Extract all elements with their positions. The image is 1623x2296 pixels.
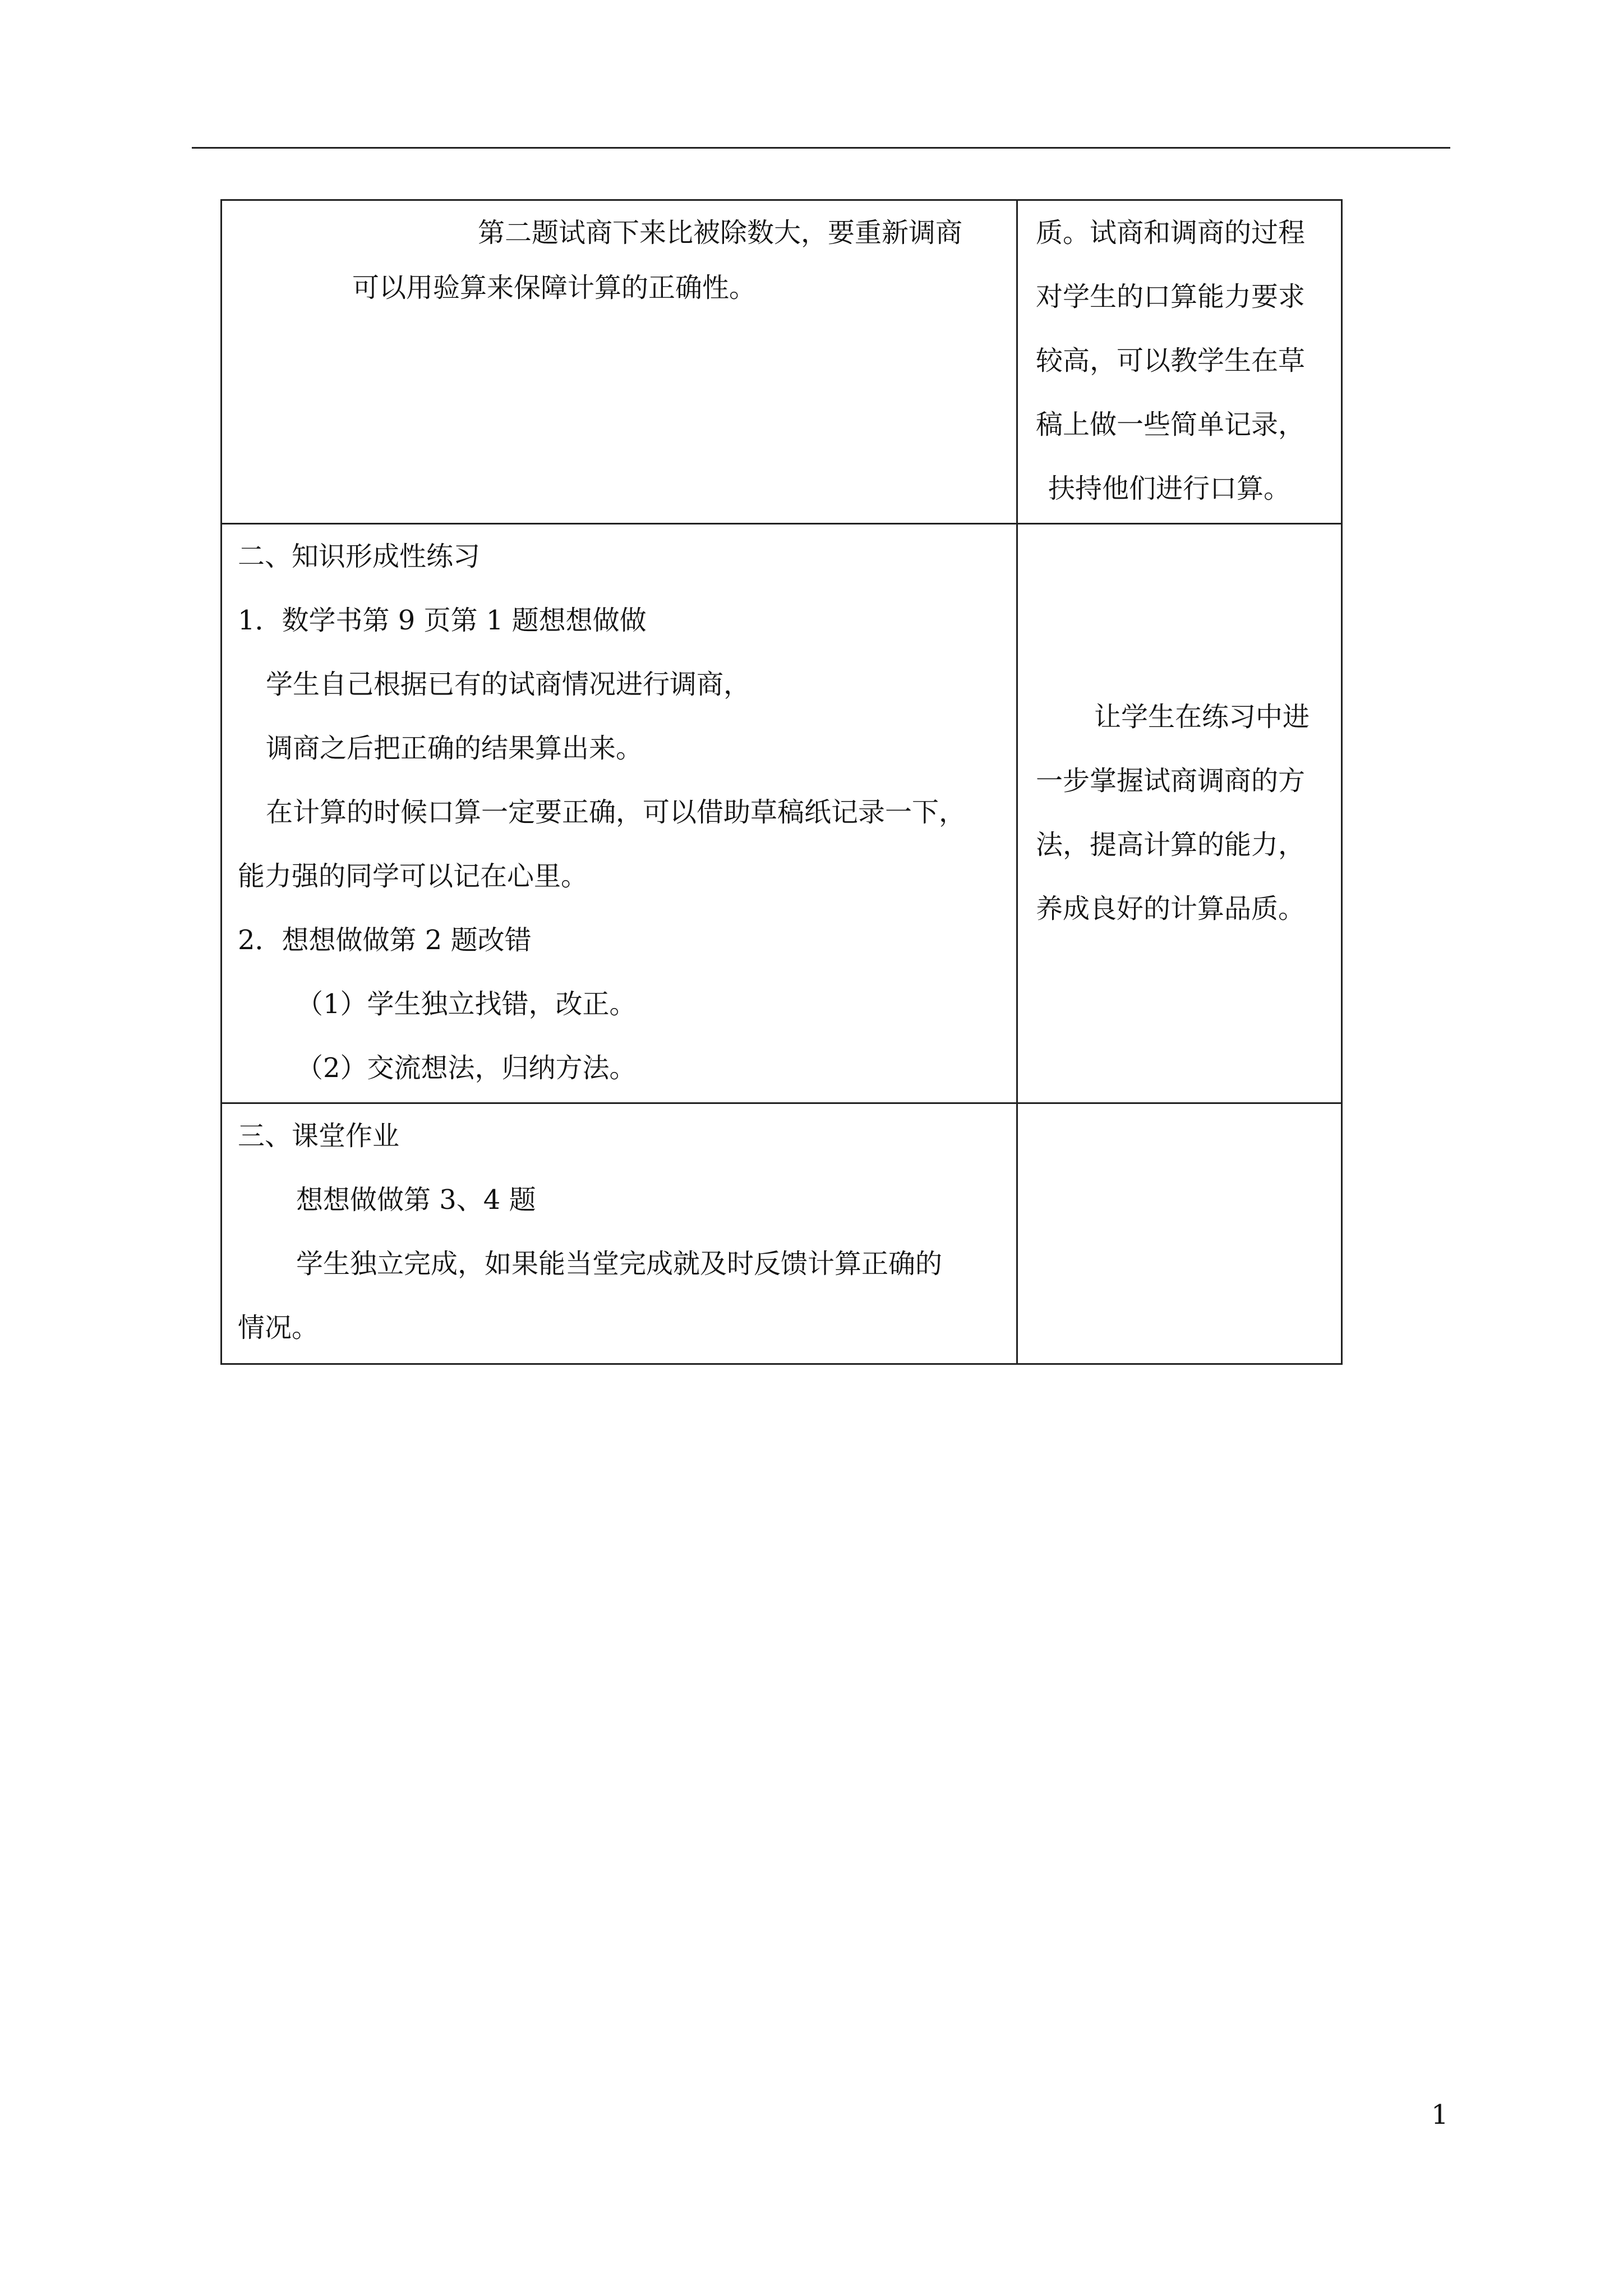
text-line: 一步掌握试商调商的方 bbox=[1036, 765, 1306, 797]
text-line: 让学生在练习中进 bbox=[1094, 701, 1310, 733]
text-line: 在计算的时候口算一定要正确，可以借助草稿纸记录一下， bbox=[266, 797, 966, 828]
text-line: 第二题试商下来比被除数大，要重新调商 bbox=[478, 217, 963, 249]
page-number: 1 bbox=[1431, 2099, 1449, 2131]
table-row bbox=[222, 200, 1342, 524]
design-intent-cell bbox=[1017, 1103, 1342, 1364]
text-line: 养成良好的计算品质。 bbox=[1036, 893, 1306, 924]
text-line: 稿上做一些简单记录， bbox=[1036, 409, 1306, 440]
table-row bbox=[222, 524, 1342, 1103]
text-line: 学生自己根据已有的试商情况进行调商， bbox=[266, 669, 751, 700]
text-line: 可以用验算来保障计算的正确性。 bbox=[352, 272, 757, 303]
text-line: 1．数学书第 9 页第 1 题想想做做 bbox=[238, 605, 647, 636]
header-rule bbox=[192, 147, 1450, 149]
text-line: 调商之后把正确的结果算出来。 bbox=[266, 733, 643, 764]
teaching-process-cell bbox=[222, 200, 1017, 524]
section-heading: 三、课堂作业 bbox=[238, 1120, 400, 1152]
design-intent-cell bbox=[1017, 524, 1342, 1103]
teaching-process-cell bbox=[222, 1103, 1017, 1364]
text-line: （2）交流想法，归纳方法。 bbox=[296, 1052, 637, 1084]
text-line: 想想做做第 3、4 题 bbox=[296, 1184, 536, 1216]
teaching-process-cell bbox=[222, 524, 1017, 1103]
text-line: 2．想想做做第 2 题改错 bbox=[238, 924, 532, 956]
section-heading: 二、知识形成性练习 bbox=[238, 541, 481, 572]
text-line: 能力强的同学可以记在心里。 bbox=[238, 861, 588, 892]
text-line: （1）学生独立找错，改正。 bbox=[296, 988, 637, 1020]
design-intent-cell bbox=[1017, 200, 1342, 524]
text-line: 对学生的口算能力要求 bbox=[1036, 281, 1306, 312]
text-line: 扶持他们进行口算。 bbox=[1048, 473, 1291, 504]
lesson-plan-table bbox=[220, 199, 1343, 1365]
text-line: 法，提高计算的能力， bbox=[1036, 829, 1306, 861]
text-line: 情况。 bbox=[238, 1312, 319, 1343]
text-line: 质。试商和调商的过程 bbox=[1036, 217, 1306, 249]
text-line: 较高，可以教学生在草 bbox=[1036, 345, 1306, 376]
table-row bbox=[222, 1103, 1342, 1364]
text-line: 学生独立完成，如果能当堂完成就及时反馈计算正确的 bbox=[296, 1248, 943, 1280]
